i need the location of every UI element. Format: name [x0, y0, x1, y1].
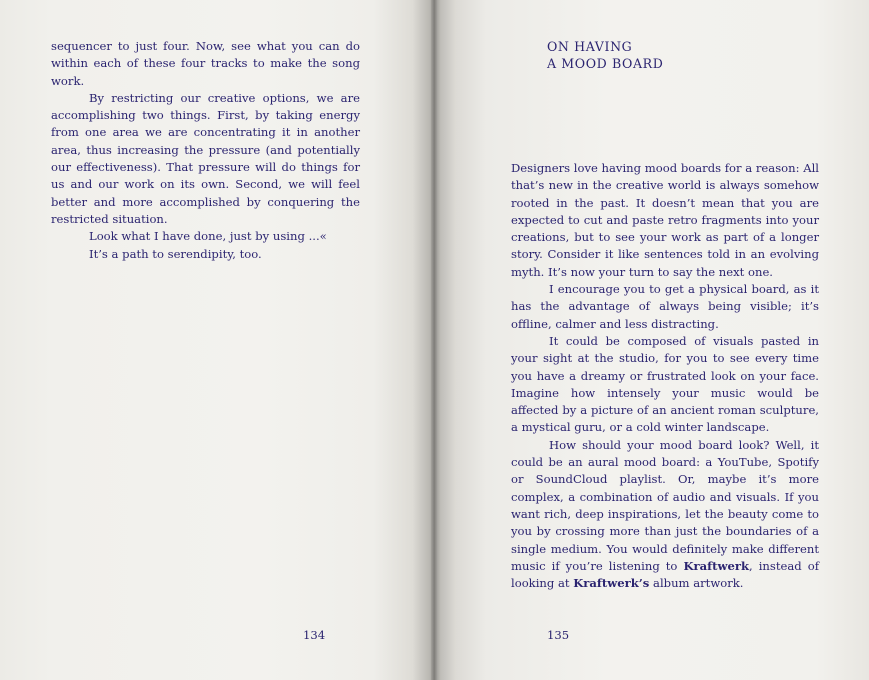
left-paragraph-1: sequencer to just four. Now, see what you can do within each of these four tracks to make the song work. — [51, 39, 360, 88]
right-page — [434, 0, 869, 680]
right-paragraph-1: Designers love having mood boards for a reason: All that’s new in the creative world is always somehow rooted in the past. It doesn’t mean that you are expected to cut and paste retro fragments into your creations, but to see your work as part of a longer story. Consider it like sentences told in an evolving myth. It’s now your turn to say the next one. — [511, 161, 819, 279]
right-paragraph-4-part-b: , instead of looking at — [511, 558, 819, 591]
right-paragraph-4-part-c: album artwork. — [649, 576, 744, 591]
left-page-body — [51, 38, 360, 263]
left-paragraph-2: By restricting our creative options, we are accomplishing two things. First, by taking energy from one area we are concentrating it in another area, thus increasing the pressure (and potentially our effectiveness). That pressure will do things for us and our work on its own. Second, we will feel better and more accomplished by conquering the restricted situation. — [51, 90, 360, 226]
right-page-number: 135 — [547, 628, 570, 642]
book-gutter — [431, 0, 437, 680]
left-page-number: 134 — [303, 628, 326, 642]
right-page-body — [511, 160, 819, 592]
kraftwerk-emphasis-1: Kraftwerk — [683, 558, 749, 573]
left-page — [0, 0, 434, 680]
right-paragraph-2: I encourage you to get a physical board, as it has the advantage of always being visible; it’s offline, calmer and less distracting. — [511, 282, 819, 331]
left-paragraph-4: It’s a path to serendipity, too. — [89, 246, 262, 261]
right-paragraph-4 — [511, 437, 819, 593]
left-paragraph-3: Look what I have done, just by using ...« — [89, 229, 327, 244]
right-paragraph-4-part-a: How should your mood board look? Well, it could be an aural mood board: a YouTube, Spotify or SoundCloud playlist. Or, maybe it’s more complex, a combination of audio and visuals. If you want rich, deep inspirations, let the beauty come to you by crossing more than just the boundaries of a single medium. You would definitely make different music if you’re listening to — [511, 437, 819, 573]
right-paragraph-3: It could be composed of visuals pasted in your sight at the studio, for you to see every time you have a dreamy or frustrated look on your face. Imagine how intensely your music would be affected by a picture of an ancient roman sculpture, a mystical guru, or a cold winter landscape. — [511, 333, 819, 435]
chapter-heading — [547, 38, 663, 73]
kraftwerk-emphasis-2: Kraftwerk’s — [573, 576, 650, 591]
chapter-heading-line-1: ON HAVING — [547, 39, 633, 54]
chapter-heading-line-2: A MOOD BOARD — [547, 56, 664, 72]
